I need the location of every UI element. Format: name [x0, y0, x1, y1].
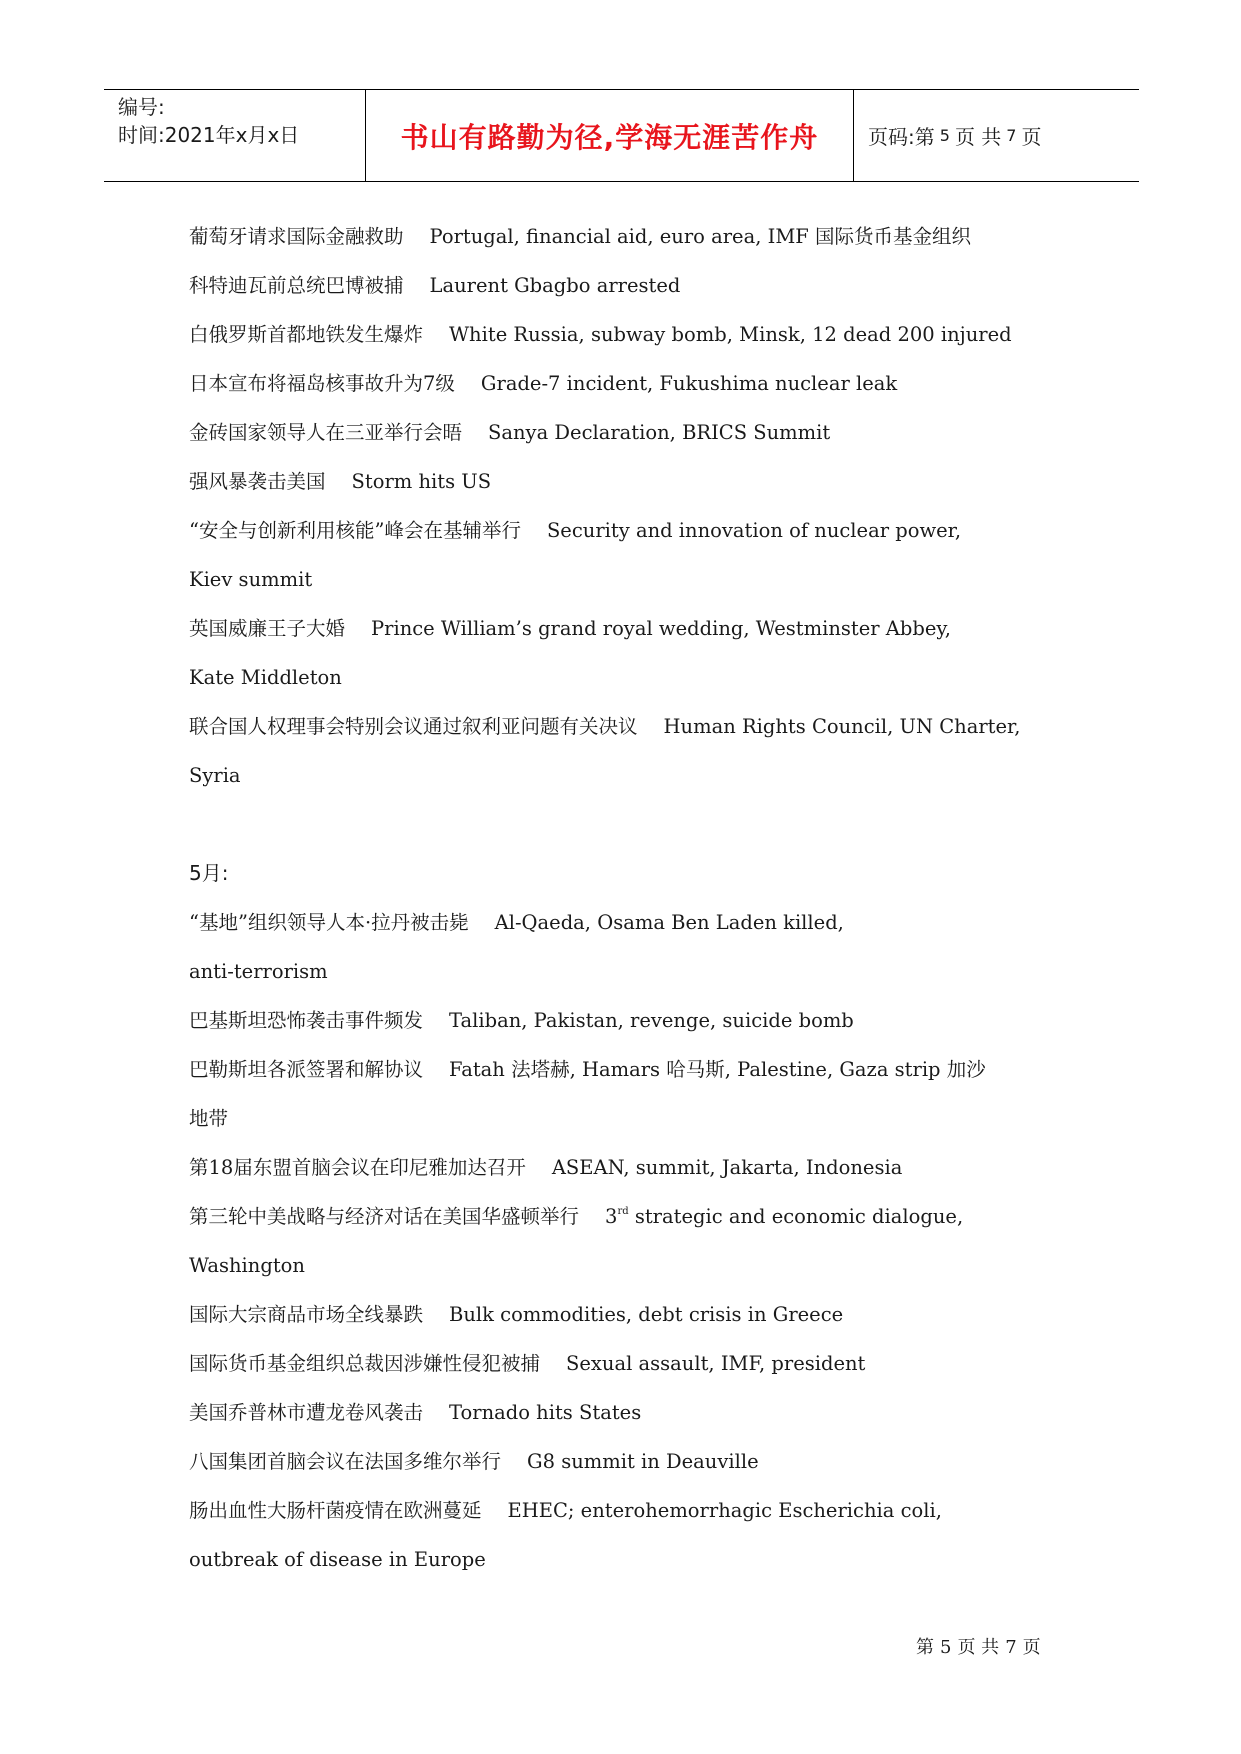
list-item-continuation: Washington: [189, 1254, 305, 1277]
list-item-continuation: Kiev summit: [189, 568, 313, 591]
list-item: 葡萄牙请求国际金融救助 Portugal, financial aid, euro area, IMF 国际货币基金组织: [189, 225, 972, 248]
list-item: 强风暴袭击美国 Storm hits US: [189, 470, 492, 493]
list-item-continuation: Kate Middleton: [189, 666, 342, 689]
page-total: 7: [1006, 126, 1017, 145]
footer-prefix: 第: [916, 1637, 934, 1658]
list-item: “基地”组织领导人本·拉丹被击毙 Al-Qaeda, Osama Ben Laden killed,: [189, 911, 844, 934]
list-item: “安全与创新利用核能”峰会在基辅举行 Security and innovation of nuclear power,: [189, 519, 962, 542]
list-item: 八国集团首脑会议在法国多维尔举行 G8 summit in Deauville: [189, 1450, 759, 1473]
list-item: 巴勒斯坦各派签署和解协议 Fatah 法塔赫, Hamars 哈马斯, Palestine, Gaza strip 加沙: [189, 1058, 986, 1081]
list-item: 肠出血性大肠杆菌疫情在欧洲蔓延 EHEC; enterohemorrhagic Escherichia coli,: [189, 1499, 942, 1522]
list-item: 第18届东盟首脑会议在印尼雅加达召开 ASEAN, summit, Jakarta, Indonesia: [189, 1156, 903, 1179]
footer-suffix: 页: [1022, 1637, 1041, 1658]
list-item: 巴基斯坦恐怖袭击事件频发 Taliban, Pakistan, revenge, suicide bomb: [189, 1009, 854, 1032]
list-item: 国际大宗商品市场全线暴跌 Bulk commodities, debt crisis in Greece: [189, 1303, 844, 1326]
header-page-indicator: [854, 90, 1139, 181]
footer-page-total: 7: [1005, 1637, 1017, 1658]
list-item-continuation: anti-terrorism: [189, 960, 328, 983]
page-mid: 页 共: [954, 125, 1002, 149]
list-item: 国际货币基金组织总裁因涉嫌性侵犯被捕 Sexual assault, IMF, president: [189, 1352, 866, 1375]
list-item: 美国乔普林市遭龙卷风袭击 Tornado hits States: [189, 1401, 642, 1424]
list-item: 英国威廉王子大婚 Prince William’s grand royal wedding, Westminster Abbey,: [189, 617, 951, 640]
list-item-continuation: 地带: [189, 1107, 229, 1130]
page-header: [104, 89, 1139, 182]
list-item: 第三轮中美战略与经济对话在美国华盛顿举行 3rd strategic and economic dialogue,: [189, 1205, 964, 1228]
section-gap: [189, 800, 1069, 849]
list-item: 白俄罗斯首都地铁发生爆炸 White Russia, subway bomb, Minsk, 12 dead 200 injured: [189, 323, 1012, 346]
document-body: [189, 212, 1069, 1584]
page-footer: [916, 1633, 1047, 1659]
header-motto: 书山有路勤为径,学海无涯苦作舟: [366, 90, 854, 181]
month-heading: 5月:: [189, 861, 229, 885]
footer-page-number: 5: [940, 1637, 952, 1658]
document-time-label: 时间:2021年x月x日: [118, 123, 300, 147]
page-number: 5: [939, 126, 950, 145]
header-meta: [104, 90, 366, 181]
list-item: 科特迪瓦前总统巴博被捕 Laurent Gbagbo arrested: [189, 274, 681, 297]
list-item: 金砖国家领导人在三亚举行会晤 Sanya Declaration, BRICS Summit: [189, 421, 831, 444]
page-prefix: 页码:第: [868, 125, 935, 149]
document-number-label: 编号:: [118, 95, 165, 119]
footer-mid: 页 共: [957, 1637, 1000, 1658]
list-item-continuation: Syria: [189, 764, 241, 787]
list-item: 联合国人权理事会特别会议通过叙利亚问题有关决议 Human Rights Council, UN Charter,: [189, 715, 1021, 738]
list-item-continuation: outbreak of disease in Europe: [189, 1548, 486, 1571]
list-item: 日本宣布将福岛核事故升为7级 Grade-7 incident, Fukushima nuclear leak: [189, 372, 898, 395]
page-suffix: 页: [1021, 125, 1042, 149]
